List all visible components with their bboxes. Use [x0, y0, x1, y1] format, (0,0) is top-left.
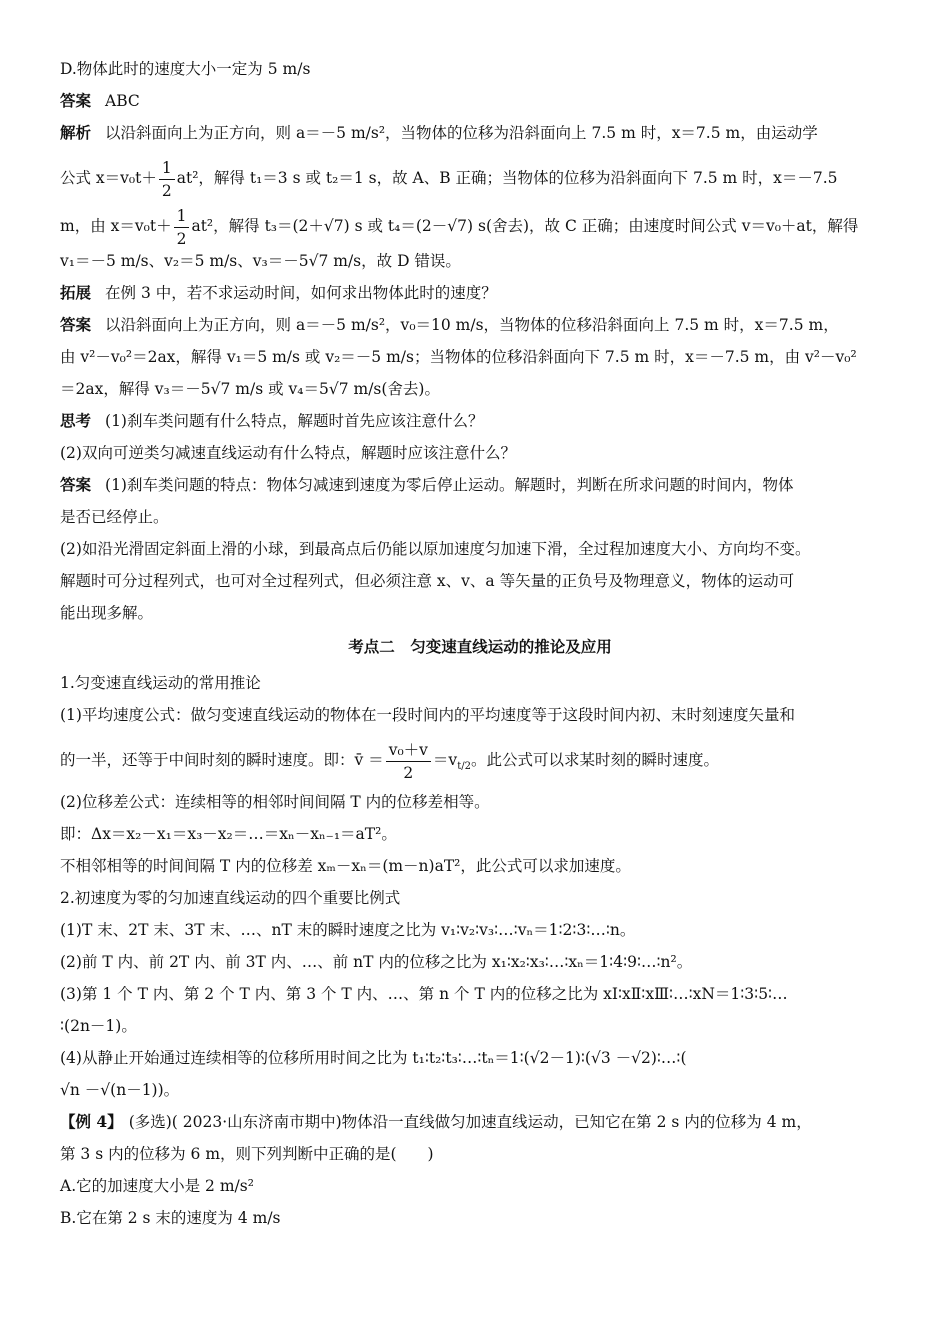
solution-line-4: v₁＝－5 m/s、v₂＝5 m/s、v₃＝－5√7 m/s，故 D 错误。: [60, 252, 461, 270]
answer-label: 答案: [60, 91, 92, 110]
solution-text-3b: at²，解得 t₃＝(2＋√7) s 或 t₄＝(2－√7) s(舍去)，故 C 正确；由速度时间公式 v＝v₀＋at，解得: [191, 217, 859, 235]
solution-label: 解析: [60, 123, 92, 142]
fraction-denominator: 2: [403, 763, 414, 782]
extension-text: 在例 3 中，若不求运动时间，如何求出物体此时的速度？: [105, 284, 497, 302]
point-1-2-line-3: 不相邻相等的时间间隔 T 内的位移差 xₘ－xₙ＝(m－n)aT²，此公式可以求加速度。: [60, 857, 631, 876]
answer3-line-3: (2)如沿光滑固定斜面上滑的小球，到最高点后仍能以原加速度匀加速下滑，全过程加速度大小、方向均不变。: [60, 540, 811, 558]
fraction-denominator: 2: [161, 181, 172, 200]
solution-text-1: 以沿斜面向上为正方向，则 a＝－5 m/s²，当物体的位移为沿斜面向上 7.5 m 时，x＝7.5 m，由运动学: [105, 124, 818, 142]
answer3-line-2: 是否已经停止。: [60, 508, 169, 526]
answer2-line-2: 由 v²－v₀²＝2ax，解得 v₁＝5 m/s 或 v₂＝－5 m/s；当物体的位移沿斜面向下 7.5 m 时，x＝－7.5 m，由 v²－v₀²: [60, 348, 857, 366]
point-2-title: 2.初速度为零的匀加速直线运动的四个重要比例式: [60, 889, 401, 908]
point-1-1-line-2: [60, 736, 900, 791]
point-1-title: 1.匀变速直线运动的常用推论: [60, 674, 261, 692]
solution-line-1: [60, 122, 900, 144]
example-option-a: A.它的加速度大小是 2 m/s²: [60, 1177, 254, 1196]
point-1-2-line-1: (2)位移差公式：连续相等的相邻时间间隔 T 内的位移差相等。: [60, 793, 490, 812]
answer3-line-5: 能出现多解。: [60, 604, 154, 622]
fraction-numerator: v₀＋v: [386, 739, 431, 762]
avg-velocity-text: 的一半，还等于中间时刻的瞬时速度。即：v̄ ＝: [60, 751, 384, 769]
answer3-label: 答案: [60, 475, 92, 494]
solution-text-2a: 公式 x＝v₀t＋: [60, 169, 157, 187]
ratio-2: (2)前 T 内、前 2T 内、前 3T 内、…、前 nT 内的位移之比为 x₁∶x₂∶x₃∶…∶xₙ＝1∶4∶9∶…∶n²。: [60, 953, 693, 972]
ratio-4-line-1: (4)从静止开始通过连续相等的位移所用时间之比为 t₁∶t₂∶t₃∶…∶tₙ＝1∶(√2－1)∶(√3 －√2)∶…∶(: [60, 1049, 687, 1068]
answer3-line-4: 解题时可分过程列式，也可对全过程列式，但必须注意 x、v、a 等矢量的正负号及物理意义，物体的运动可: [60, 572, 795, 590]
think-line-2: (2)双向可逆类匀减速直线运动有什么特点，解题时应该注意什么？: [60, 444, 516, 462]
option-d: D.物体此时的速度大小一定为 5 m/s: [60, 60, 311, 78]
answer3-line-1: [60, 474, 900, 496]
think-label: 思考: [60, 411, 92, 430]
section-heading: 考点二 匀变速直线运动的推论及应用: [348, 637, 612, 656]
solution-text-3a: m，由 x＝v₀t＋: [60, 217, 172, 235]
document-page: [60, 58, 900, 1239]
ratio-1: (1)T 末、2T 末、3T 末、…、nT 末的瞬时速度之比为 v₁∶v₂∶v₃∶…∶vₙ＝1∶2∶3∶…∶n。: [60, 921, 636, 940]
example-4-line-1: [60, 1111, 900, 1133]
answer3-text-1: (1)刹车类问题的特点：物体匀减速到速度为零后停止运动。解题时，判断在所求问题的时间内，物体: [105, 476, 794, 494]
solution-line-3: [60, 202, 900, 250]
answer2-line-3: ＝2ax，解得 v₃＝－5√7 m/s 或 v₄＝5√7 m/s(舍去)。: [60, 380, 440, 398]
point-1-2-line-2: 即：Δx＝x₂－x₁＝x₃－x₂＝…＝xₙ－xₙ₋₁＝aT²。: [60, 825, 397, 844]
answer-text: ABC: [105, 92, 140, 110]
mid-velocity-text: ＝v: [432, 751, 458, 769]
fraction-avg-velocity: [386, 739, 431, 784]
ratio-4-line-2: √n －√(n－1))。: [60, 1081, 180, 1100]
fraction-denominator: 2: [176, 229, 187, 248]
fraction-half: [159, 157, 175, 202]
think-line-1: [60, 410, 900, 432]
fraction-half: [174, 205, 190, 250]
solution-text-2b: at²，解得 t₁＝3 s 或 t₂＝1 s，故 A、B 正确；当物体的位移为沿斜面向下 7.5 m 时，x＝－7.5: [176, 169, 838, 187]
example-label: 【例 4】: [60, 1112, 123, 1132]
extension-line: [60, 282, 900, 304]
fraction-numerator: 1: [174, 205, 190, 228]
mid-time-subscript: t/2: [457, 761, 471, 773]
avg-velocity-note: 。此公式可以求某时刻的瞬时速度。: [470, 751, 719, 769]
point-1-1-line-1: (1)平均速度公式：做匀变速直线运动的物体在一段时间内的平均速度等于这段时间内初、末时刻速度矢量和: [60, 706, 795, 724]
example-text-1: (多选)( 2023·山东济南市期中)物体沿一直线做匀加速直线运动，已知它在第 2 s 内的位移为 4 m，: [128, 1113, 812, 1132]
answer2-label: 答案: [60, 315, 92, 334]
answer2-line-1: [60, 314, 900, 336]
answer-line: [60, 90, 900, 112]
example-option-b: B.它在第 2 s 末的速度为 4 m/s: [60, 1209, 281, 1228]
answer2-text-1: 以沿斜面向上为正方向，则 a＝－5 m/s²，v₀＝10 m/s，当物体的位移沿斜面向上 7.5 m 时，x＝7.5 m，: [105, 316, 839, 334]
ratio-3-line-1: (3)第 1 个 T 内、第 2 个 T 内、第 3 个 T 内、…、第 n 个 T 内的位移之比为 xⅠ∶xⅡ∶xⅢ∶…∶xN＝1∶3∶5∶…: [60, 985, 788, 1004]
solution-line-2: [60, 154, 900, 202]
think-text-1: (1)刹车类问题有什么特点，解题时首先应该注意什么？: [105, 412, 484, 430]
ratio-3-line-2: ∶(2n－1)。: [60, 1017, 137, 1036]
example-4-line-2: 第 3 s 内的位移为 6 m，则下列判断中正确的是( ): [60, 1145, 434, 1164]
fraction-numerator: 1: [159, 157, 175, 180]
extension-label: 拓展: [60, 283, 92, 302]
